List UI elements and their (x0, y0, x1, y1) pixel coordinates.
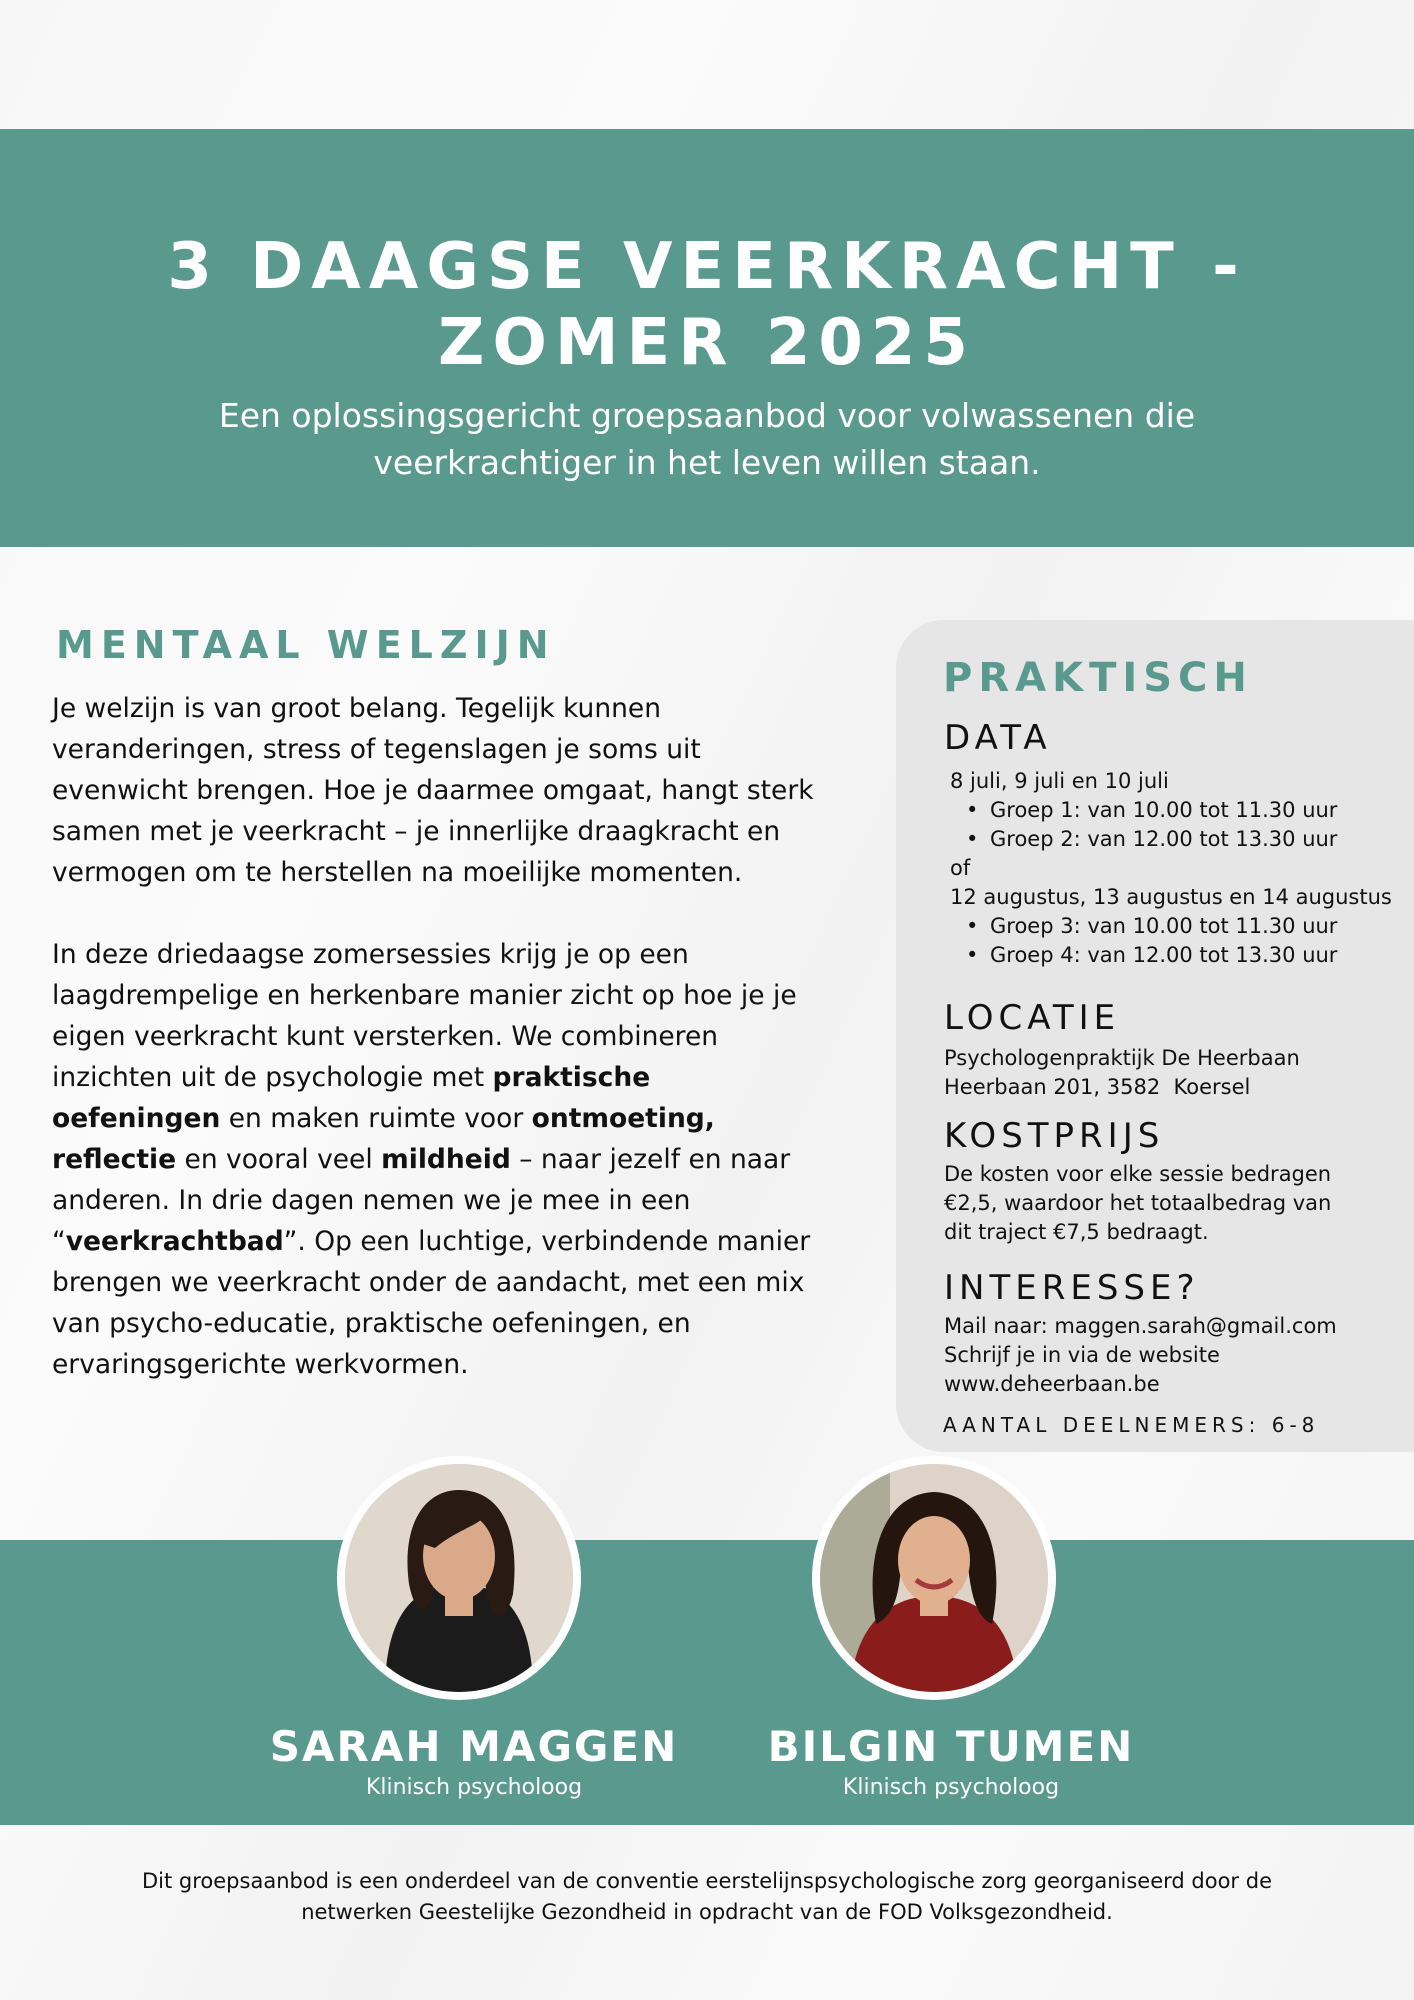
subtitle-line-2: veerkrachtiger in het leven willen staan. (373, 443, 1041, 482)
interesse-block (944, 1312, 1337, 1399)
text-run: ”. Op een luchtige, verbindende manier brengen we veerkracht onder de aandacht, met een mix van psycho-educatie, praktische oefeningen, en ervaringsgerichte werkvormen. (52, 1226, 811, 1380)
bold-text: praktische oefeningen (52, 1062, 651, 1134)
bold-text: ontmoeting, reflectie (52, 1103, 715, 1175)
kostprijs-line-2: €2,5, waardoor het totaalbedrag van (944, 1191, 1332, 1215)
group-4: • Groep 4: van 12.00 tot 13.30 uur (950, 941, 1414, 970)
kostprijs-line-3: dit traject €7,5 bedraagt. (944, 1220, 1209, 1244)
locatie-line-2: Heerbaan 201, 3582 Koersel (944, 1075, 1251, 1099)
avatar-bilgin-tumen (812, 1456, 1056, 1700)
avatar-sarah-maggen (337, 1456, 581, 1700)
bold-text: mildheid (381, 1144, 511, 1175)
kostprijs-line-1: De kosten voor elke sessie bedragen (944, 1162, 1332, 1186)
or-text: of (950, 856, 971, 880)
kostprijs-block (944, 1160, 1331, 1247)
text-run: en maken ruimte voor (220, 1103, 532, 1134)
person-role-bilgin: Klinisch psycholoog (842, 1775, 1060, 1800)
dates-august: 12 augustus, 13 augustus en 14 augustus (950, 885, 1392, 909)
person-name-sarah: SARAH MAGGEN (269, 1722, 679, 1771)
title-line-2: ZOMER 2025 (438, 306, 976, 380)
footer-line-2: netwerken Geestelijke Gezondheid in opdracht van de FOD Volksgezondheid. (301, 1900, 1113, 1924)
footer-note (60, 1866, 1354, 1928)
welzijn-body (52, 688, 822, 1385)
group-3: • Groep 3: van 10.00 tot 11.30 uur (950, 912, 1414, 941)
portrait-image (820, 1464, 1048, 1692)
header-banner (0, 129, 1414, 547)
locatie-heading: LOCATIE (944, 998, 1121, 1038)
page-subtitle (150, 392, 1264, 486)
title-line-1: 3 DAAGSE VEERKRACHT - (167, 230, 1247, 304)
praktisch-heading: PRAKTISCH (943, 655, 1253, 701)
groups-july (950, 796, 1414, 854)
text-run: In deze driedaagse zomersessies krijg je op een laagdrempelige en herkenbare manier zicht op hoe je je eigen veerkracht kunt versterken. We combineren inzichten uit de psychologie met (52, 939, 797, 1093)
groups-august (950, 912, 1414, 970)
welzijn-paragraph-2 (52, 934, 822, 1385)
welzijn-heading: MENTAAL WELZIJN (56, 623, 556, 667)
text-run: – naar jezelf en naar anderen. In drie dagen nemen we je mee in een “ (52, 1144, 791, 1257)
website-link[interactable]: www.deheerbaan.be (944, 1372, 1160, 1396)
person-role-sarah: Klinisch psycholoog (365, 1775, 583, 1800)
person-name-bilgin: BILGIN TUMEN (767, 1722, 1135, 1771)
page-title (0, 229, 1414, 381)
kostprijs-heading: KOSTPRIJS (944, 1116, 1165, 1156)
participants-count: AANTAL DEELNEMERS: 6-8 (943, 1413, 1320, 1437)
data-block (950, 767, 1414, 970)
bold-text: veerkrachtbad (65, 1226, 284, 1257)
text-run: en vooral veel (176, 1144, 382, 1175)
footer-line-1: Dit groepsaanbod is een onderdeel van de conventie eerstelijnspsychologische zorg georganiseerd door de (142, 1869, 1272, 1893)
data-heading: DATA (944, 718, 1052, 758)
subtitle-line-1: Een oplossingsgericht groepsaanbod voor volwassenen die (218, 396, 1196, 435)
welzijn-paragraph-1: Je welzijn is van groot belang. Tegelijk kunnen veranderingen, stress of tegenslagen je soms uit evenwicht brengen. Hoe je daarmee omgaat, hangt sterk samen met je veerkracht – je innerlijke draagkracht en vermogen om te herstellen na moeilijke momenten. (52, 693, 814, 888)
dates-july: 8 juli, 9 juli en 10 juli (950, 769, 1169, 793)
portrait-image (345, 1464, 573, 1692)
group-2: • Groep 2: van 12.00 tot 13.30 uur (950, 825, 1414, 854)
locatie-block (944, 1044, 1300, 1102)
praktisch-card (896, 620, 1414, 1452)
website-prompt: Schrijf je in via de website (944, 1343, 1220, 1367)
contact-email[interactable]: Mail naar: maggen.sarah@gmail.com (944, 1314, 1337, 1338)
locatie-line-1: Psychologenpraktijk De Heerbaan (944, 1046, 1300, 1070)
interesse-heading: INTERESSE? (944, 1268, 1200, 1308)
group-1: • Groep 1: van 10.00 tot 11.30 uur (950, 796, 1414, 825)
